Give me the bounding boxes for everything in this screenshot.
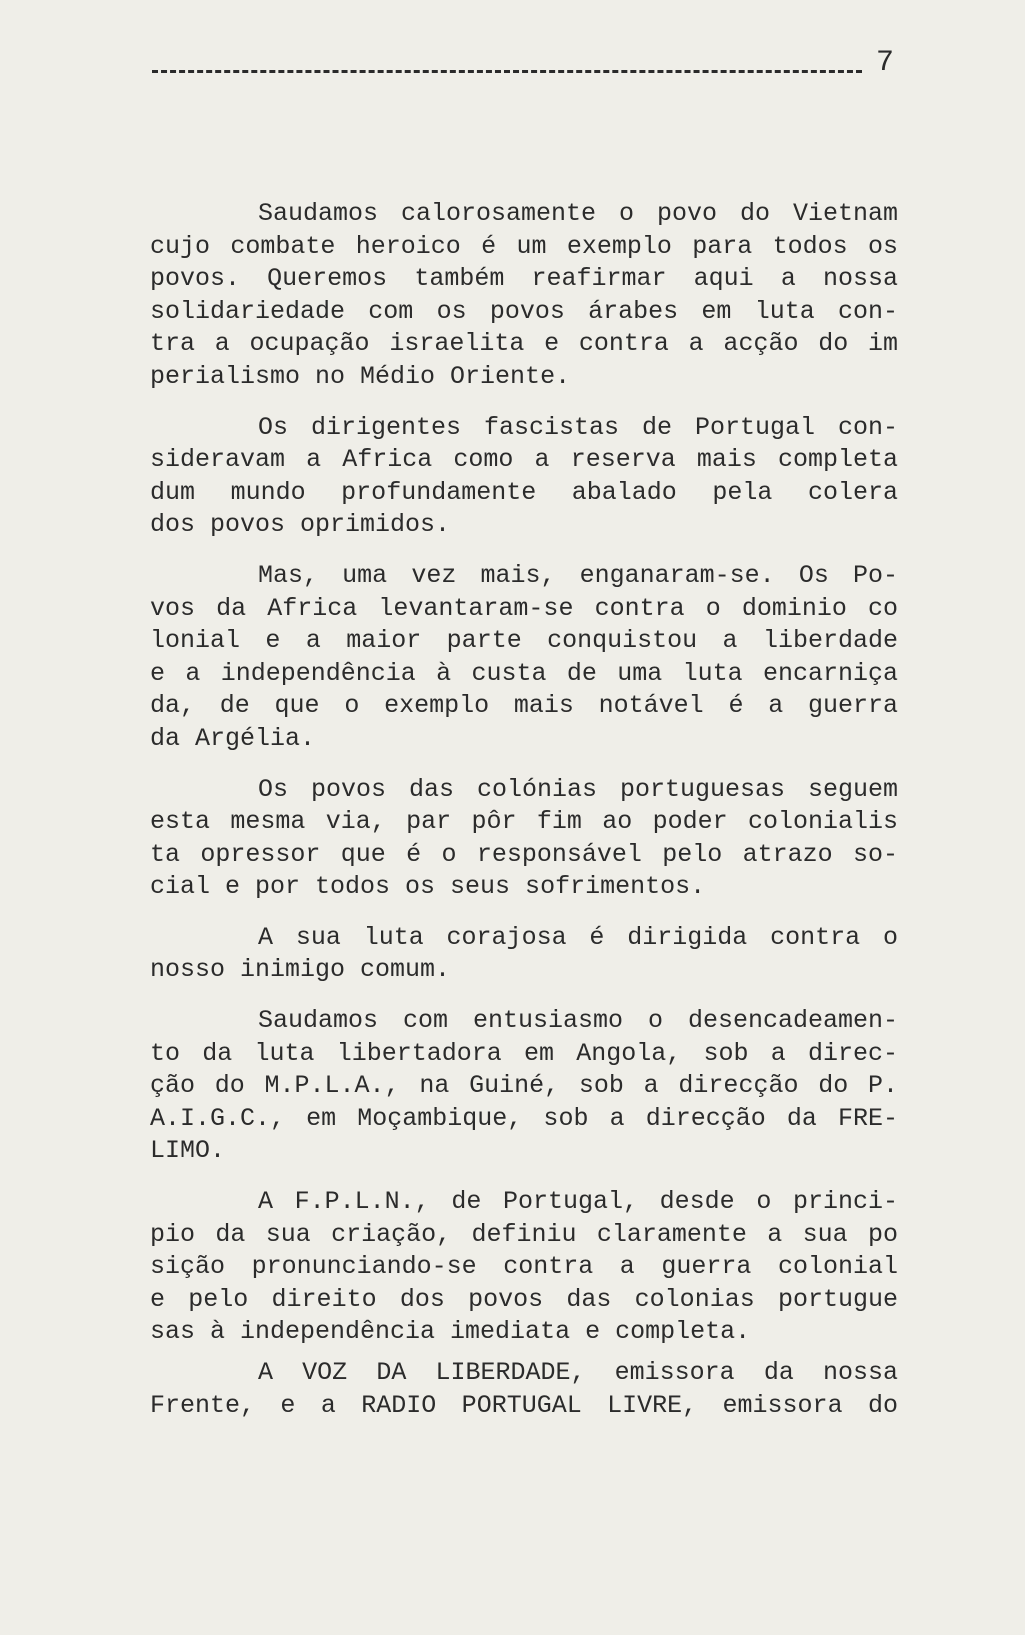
paragraph-3: [150, 560, 898, 756]
text-line: A VOZ DA LIBERDADE, emissora da nossa: [258, 1358, 898, 1387]
text-line: pio da sua criação, definiu claramente a sua po: [150, 1219, 898, 1249]
text-line: Frente, e a RADIO PORTUGAL LIVRE, emissora do: [150, 1390, 898, 1420]
text-line: sideravam a Africa como a reserva mais completa: [150, 445, 898, 475]
text-line: solidariedade com os povos árabes em luta con-: [150, 296, 898, 326]
text-line: to da luta libertadora em Angola, sob a direc-: [150, 1038, 898, 1068]
paragraph-1: [150, 198, 898, 394]
text-line: Os dirigentes fascistas de Portugal con-: [258, 412, 898, 442]
text-line: ta opressor que é o responsável pelo atrazo so-: [150, 839, 898, 869]
text-line: Saudamos calorosamente o povo do Vietnam: [258, 199, 898, 228]
text-line: perialismo no Médio Oriente.: [150, 361, 571, 391]
text-line: Os povos das colónias portuguesas seguem: [258, 774, 898, 804]
text-line: ção do M.P.L.A., na Guiné, sob a direcção do P.: [150, 1071, 898, 1101]
text-line: e a independência à custa de uma luta encarniça: [150, 658, 898, 688]
text-line: povos. Queremos também reafirmar aqui a nossa: [150, 264, 898, 294]
paragraph-4: [150, 774, 898, 904]
text-line: sição pronunciando-se contra a guerra colonial: [150, 1252, 898, 1282]
text-line: da Argélia.: [150, 723, 316, 753]
text-line: nosso inimigo comum.: [150, 955, 451, 985]
text-line: A.I.G.C., em Moçambique, sob a direcção da FRE-: [150, 1103, 898, 1133]
page-number: 7: [876, 46, 895, 80]
text-line: A sua luta corajosa é dirigida contra o: [258, 922, 898, 952]
text-line: sas à independência imediata e completa.: [150, 1317, 751, 1347]
paragraph-7: [150, 1186, 898, 1349]
text-line: LIMO.: [150, 1136, 226, 1166]
body-text: [150, 198, 898, 1422]
text-line: Mas, uma vez mais, enganaram-se. Os Po-: [258, 560, 898, 590]
text-line: esta mesma via, par pôr fim ao poder colonialis: [150, 807, 898, 837]
paragraph-6: [150, 1005, 898, 1168]
text-line: lonial e a maior parte conquistou a liberdade: [150, 626, 898, 656]
text-line: vos da Africa levantaram-se contra o dominio co: [150, 593, 898, 623]
text-line: cial e por todos os seus sofrimentos.: [150, 872, 706, 902]
header-dashed-rule: [152, 70, 862, 73]
text-line: e pelo direito dos povos das colonias portugue: [150, 1284, 898, 1314]
paragraph-5: [150, 922, 898, 987]
paragraph-8: [150, 1357, 898, 1422]
text-line: A F.P.L.N., de Portugal, desde o princi-: [258, 1187, 898, 1217]
text-line: Saudamos com entusiasmo o desencadeamen-: [258, 1006, 898, 1036]
text-line: dos povos oprimidos.: [150, 510, 451, 540]
text-line: dum mundo profundamente abalado pela colera: [150, 477, 898, 507]
text-line: cujo combate heroico é um exemplo para todos os: [150, 231, 898, 261]
text-line: tra a ocupação israelita e contra a acção do im: [150, 329, 898, 359]
paragraph-2: [150, 412, 898, 542]
text-line: da, de que o exemplo mais notável é a guerra: [150, 691, 898, 721]
